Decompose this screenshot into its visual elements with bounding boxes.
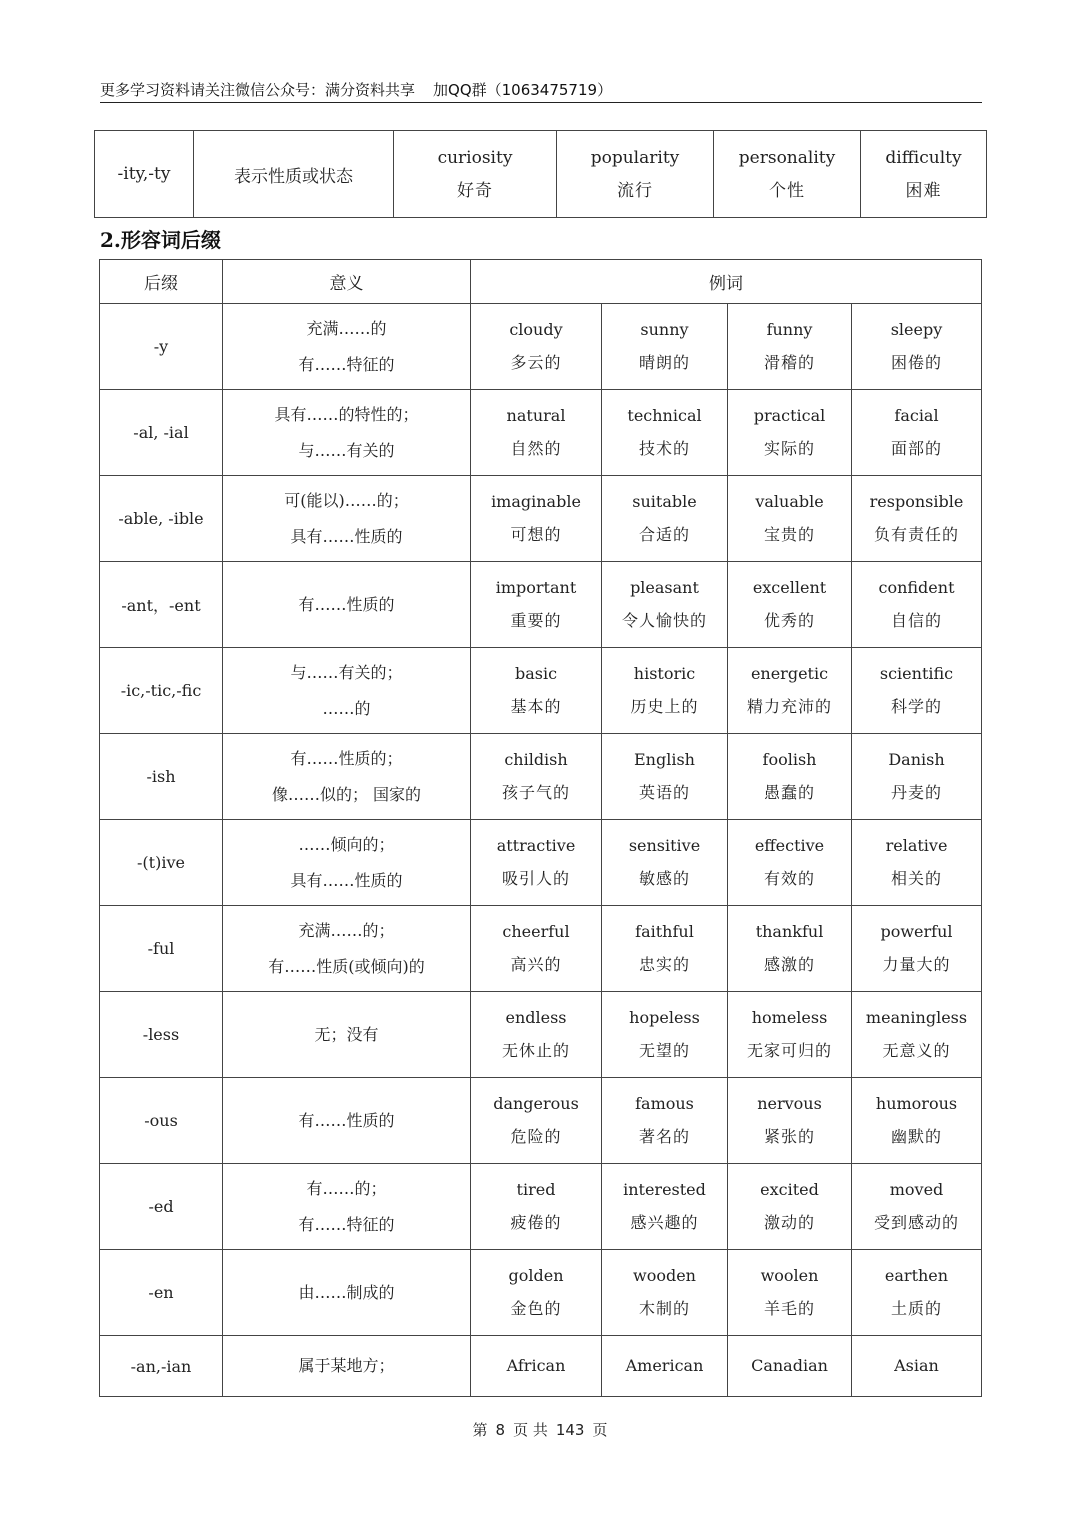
meaning-cell [223, 820, 471, 906]
table-row [100, 648, 982, 734]
suffix-cell: -ic,-tic,-fic [100, 648, 223, 734]
example-cell [728, 1250, 852, 1336]
example-zh: 多云的 [510, 353, 562, 372]
example-cell [602, 906, 728, 992]
example-zh: 技术的 [638, 439, 690, 458]
example-en: personality [738, 147, 836, 168]
example-en: moved [889, 1180, 944, 1199]
suffix-cell: -ed [100, 1164, 223, 1250]
example-en: scientific [879, 664, 954, 683]
example-cell [602, 562, 728, 648]
example-zh: 感兴趣的 [630, 1213, 699, 1232]
example-zh: 受到感动的 [873, 1213, 959, 1232]
example-zh: 好奇 [457, 180, 493, 201]
meaning-line: 无；没有 [314, 1024, 379, 1044]
example-en: wooden [633, 1266, 696, 1285]
example-cell [602, 476, 728, 562]
example-cell [852, 304, 982, 390]
table-row [100, 476, 982, 562]
example-cell [602, 648, 728, 734]
example-cell [852, 1336, 982, 1397]
example-cell [602, 390, 728, 476]
example-zh: 实际的 [763, 439, 815, 458]
suffix-cell: -ous [100, 1078, 223, 1164]
example-cell [852, 992, 982, 1078]
example-cell [471, 476, 602, 562]
meaning-cell [223, 1164, 471, 1250]
example-zh: 相关的 [890, 869, 942, 888]
meaning-cell: 表示性质或状态 [194, 131, 394, 218]
example-cell [471, 1336, 602, 1397]
meaning-line: 属于某地方； [298, 1356, 395, 1375]
example-zh: 历史上的 [630, 697, 699, 716]
example-en: excellent [752, 578, 827, 597]
table-row [100, 992, 982, 1078]
meaning-line: 有……的； [306, 1178, 387, 1198]
suffix-cell: -ant，-ent [100, 562, 223, 648]
example-cell [602, 1336, 728, 1397]
example-zh: 困倦的 [890, 353, 942, 372]
example-zh: 幽默的 [890, 1127, 942, 1146]
adjective-suffix-table [99, 259, 982, 1397]
suffix-cell: -al, -ial [100, 390, 223, 476]
example-zh: 个性 [769, 180, 805, 201]
page-number: 8 [495, 1421, 506, 1439]
page-footer [0, 1419, 1080, 1440]
example-en: faithful [635, 922, 694, 941]
example-cell [728, 820, 852, 906]
example-cell [852, 476, 982, 562]
example-cell [471, 304, 602, 390]
example-en: Asian [894, 1356, 939, 1375]
table-row [100, 1164, 982, 1250]
example-cell [728, 562, 852, 648]
example-zh: 愚蠢的 [763, 783, 815, 802]
meaning-line: 有……性质的； [290, 748, 403, 768]
example-zh: 丹麦的 [890, 783, 942, 802]
example-cell [728, 992, 852, 1078]
table-row [100, 1250, 982, 1336]
example-zh: 危险的 [510, 1127, 562, 1146]
example-zh: 感激的 [763, 955, 815, 974]
example-en: tired [516, 1180, 556, 1199]
meaning-line: 由……制成的 [298, 1282, 395, 1302]
example-en: English [634, 750, 695, 769]
meaning-line: 与……有关的； [290, 662, 403, 682]
example-zh: 科学的 [890, 697, 942, 716]
example-en: imaginable [491, 492, 581, 511]
example-en: African [506, 1356, 566, 1375]
example-zh: 羊毛的 [763, 1299, 815, 1318]
suffix-cell: -ish [100, 734, 223, 820]
example-en: humorous [875, 1094, 958, 1113]
example-zh: 优秀的 [763, 611, 815, 630]
example-zh: 困难 [905, 180, 942, 201]
example-cell [861, 131, 987, 218]
example-zh: 敏感的 [638, 869, 690, 888]
example-en: practical [753, 406, 826, 425]
suffix-cell: -ful [100, 906, 223, 992]
meaning-cell [223, 906, 471, 992]
example-zh: 可想的 [510, 525, 562, 544]
suffix-cell: -an,-ian [100, 1336, 223, 1397]
example-cell [471, 906, 602, 992]
example-cell [852, 1250, 982, 1336]
example-cell [852, 648, 982, 734]
example-cell [471, 648, 602, 734]
suffix-cell: -less [100, 992, 223, 1078]
table-row [100, 820, 982, 906]
example-en: confident [878, 578, 955, 597]
meaning-line: 有……特征的 [298, 354, 395, 374]
example-cell [602, 820, 728, 906]
example-en: endless [505, 1008, 567, 1027]
example-zh: 自然的 [510, 439, 562, 458]
example-en: excited [760, 1180, 819, 1199]
example-zh: 宝贵的 [763, 525, 815, 544]
example-cell [852, 390, 982, 476]
example-cell [728, 906, 852, 992]
meaning-line: 有……特征的 [298, 1214, 395, 1234]
table-row [100, 734, 982, 820]
page-header [100, 80, 982, 103]
example-en: golden [508, 1266, 564, 1285]
header-meaning: 意义 [223, 260, 471, 304]
suffix-cell: -(t)ive [100, 820, 223, 906]
meaning-cell [223, 1250, 471, 1336]
example-en: suitable [632, 492, 697, 511]
example-zh: 自信的 [890, 611, 942, 630]
table-row [100, 906, 982, 992]
example-cell [728, 1078, 852, 1164]
example-zh: 力量大的 [882, 955, 951, 974]
footer-mid: 页 共 [513, 1421, 548, 1439]
example-zh: 滑稽的 [763, 353, 815, 372]
example-en: attractive [496, 836, 576, 855]
example-zh: 合适的 [638, 525, 690, 544]
example-cell [852, 1164, 982, 1250]
example-cell [728, 734, 852, 820]
example-cell [394, 131, 557, 218]
example-en: funny [766, 320, 813, 339]
example-en: cheerful [502, 922, 570, 941]
example-cell [852, 734, 982, 820]
example-zh: 木制的 [638, 1299, 690, 1318]
example-cell [728, 304, 852, 390]
example-en: meaningless [865, 1008, 968, 1027]
meaning-line: 具有……性质的 [290, 870, 403, 890]
example-en: dangerous [493, 1094, 579, 1113]
example-en: valuable [755, 492, 824, 511]
meaning-line: 具有……性质的 [290, 526, 403, 546]
example-en: technical [627, 406, 702, 425]
example-en: popularity [590, 147, 680, 168]
suffix-cell: -ity,-ty [95, 131, 194, 218]
example-en: American [625, 1356, 704, 1375]
example-cell [852, 1078, 982, 1164]
meaning-line: 有……性质(或倾向)的 [268, 956, 425, 976]
meaning-line: 有……性质的 [298, 594, 395, 614]
meaning-line: 像……似的； 国家的 [271, 784, 422, 804]
meaning-cell [223, 562, 471, 648]
example-en: historic [633, 664, 696, 683]
meaning-cell [223, 648, 471, 734]
meaning-cell [223, 1078, 471, 1164]
example-cell [852, 906, 982, 992]
example-zh: 激动的 [763, 1213, 815, 1232]
meaning-line: 充满……的； [298, 920, 395, 940]
example-zh: 吸引人的 [501, 869, 570, 888]
example-cell [852, 562, 982, 648]
example-cell [852, 820, 982, 906]
meaning-cell [223, 734, 471, 820]
example-zh: 金色的 [510, 1299, 562, 1318]
header-examples: 例词 [471, 260, 982, 304]
example-en: nervous [757, 1094, 822, 1113]
example-en: basic [514, 664, 558, 683]
example-cell [471, 1164, 602, 1250]
example-en: difficulty [885, 147, 962, 168]
example-cell [471, 390, 602, 476]
footer-post: 页 [592, 1421, 608, 1439]
example-zh: 疲倦的 [510, 1213, 562, 1232]
example-en: powerful [880, 922, 953, 941]
example-cell [728, 1336, 852, 1397]
example-cell [471, 562, 602, 648]
example-en: facial [894, 406, 939, 425]
example-zh: 紧张的 [763, 1127, 815, 1146]
example-zh: 重要的 [510, 611, 562, 630]
suffix-cell: -y [100, 304, 223, 390]
example-en: relative [885, 836, 948, 855]
example-en: thankful [755, 922, 824, 941]
example-cell [602, 1164, 728, 1250]
example-zh: 忠实的 [638, 955, 690, 974]
example-zh: 晴朗的 [638, 353, 690, 372]
example-zh: 无休止的 [501, 1041, 570, 1060]
example-cell [602, 734, 728, 820]
example-en: pleasant [630, 578, 699, 597]
example-zh: 基本的 [510, 697, 562, 716]
example-cell [471, 1250, 602, 1336]
meaning-line: 有……性质的 [298, 1110, 395, 1130]
example-zh: 无望的 [638, 1041, 690, 1060]
meaning-line: ……倾向的； [298, 834, 395, 854]
example-zh: 孩子气的 [501, 783, 570, 802]
meaning-cell [223, 476, 471, 562]
table-row [100, 390, 982, 476]
table-row [95, 131, 987, 218]
example-cell [714, 131, 861, 218]
example-en: cloudy [509, 320, 563, 339]
example-en: Danish [888, 750, 945, 769]
example-en: homeless [751, 1008, 828, 1027]
example-en: sleepy [890, 320, 943, 339]
example-zh: 无意义的 [882, 1041, 951, 1060]
example-cell [471, 734, 602, 820]
example-en: curiosity [437, 147, 513, 168]
example-cell [471, 820, 602, 906]
example-cell [471, 992, 602, 1078]
example-en: responsible [869, 492, 964, 511]
example-en: important [495, 578, 577, 597]
example-en: famous [635, 1094, 694, 1113]
footer-pre: 第 [472, 1421, 488, 1439]
example-zh: 精力充沛的 [746, 697, 832, 716]
example-en: childish [504, 750, 568, 769]
total-pages: 143 [555, 1421, 585, 1439]
example-zh: 负有责任的 [873, 525, 959, 544]
meaning-cell [223, 304, 471, 390]
example-cell [728, 1164, 852, 1250]
meaning-cell [223, 1336, 471, 1397]
example-zh: 令人愉快的 [621, 611, 707, 630]
example-en: interested [623, 1180, 706, 1199]
example-zh: 无家可归的 [746, 1041, 832, 1060]
example-cell [471, 1078, 602, 1164]
example-zh: 土质的 [890, 1299, 942, 1318]
example-en: sensitive [628, 836, 701, 855]
example-cell [728, 648, 852, 734]
meaning-cell [223, 992, 471, 1078]
table-header-row [100, 260, 982, 304]
example-zh: 流行 [617, 180, 653, 201]
example-en: effective [754, 836, 825, 855]
example-en: energetic [750, 664, 829, 683]
example-en: woolen [760, 1266, 819, 1285]
example-en: hopeless [629, 1008, 700, 1027]
suffix-cell: -able, -ible [100, 476, 223, 562]
table-row [100, 304, 982, 390]
example-cell [602, 1078, 728, 1164]
example-zh: 著名的 [638, 1127, 690, 1146]
meaning-line: 与……有关的 [298, 440, 395, 460]
example-cell [557, 131, 714, 218]
meaning-line: 具有……的特性的； [274, 404, 419, 424]
table-row [100, 1336, 982, 1397]
meaning-line: 可(能以)……的； [284, 490, 409, 510]
example-cell [728, 476, 852, 562]
section-title: 2.形容词后缀 [100, 228, 221, 252]
header-suffix: 后缀 [100, 260, 223, 304]
example-cell [602, 1250, 728, 1336]
header-qq: 加QQ群（1063475719） [433, 81, 613, 99]
example-en: sunny [640, 320, 689, 339]
example-en: natural [506, 406, 566, 425]
header-text: 更多学习资料请关注微信公众号：满分资料共享 [100, 81, 416, 99]
example-en: earthen [884, 1266, 949, 1285]
noun-suffix-table [94, 130, 987, 218]
table-row [100, 562, 982, 648]
meaning-line: ……的 [322, 698, 371, 718]
example-cell [602, 304, 728, 390]
example-zh: 英语的 [638, 783, 690, 802]
example-zh: 高兴的 [510, 955, 562, 974]
meaning-cell [223, 390, 471, 476]
example-en: Canadian [751, 1356, 828, 1375]
table-body [100, 304, 982, 1397]
table-row [100, 1078, 982, 1164]
example-cell [602, 992, 728, 1078]
meaning-line: 充满……的 [306, 318, 387, 338]
suffix-cell: -en [100, 1250, 223, 1336]
example-zh: 有效的 [763, 869, 815, 888]
example-zh: 面部的 [890, 439, 942, 458]
example-cell [728, 390, 852, 476]
example-en: foolish [762, 750, 817, 769]
